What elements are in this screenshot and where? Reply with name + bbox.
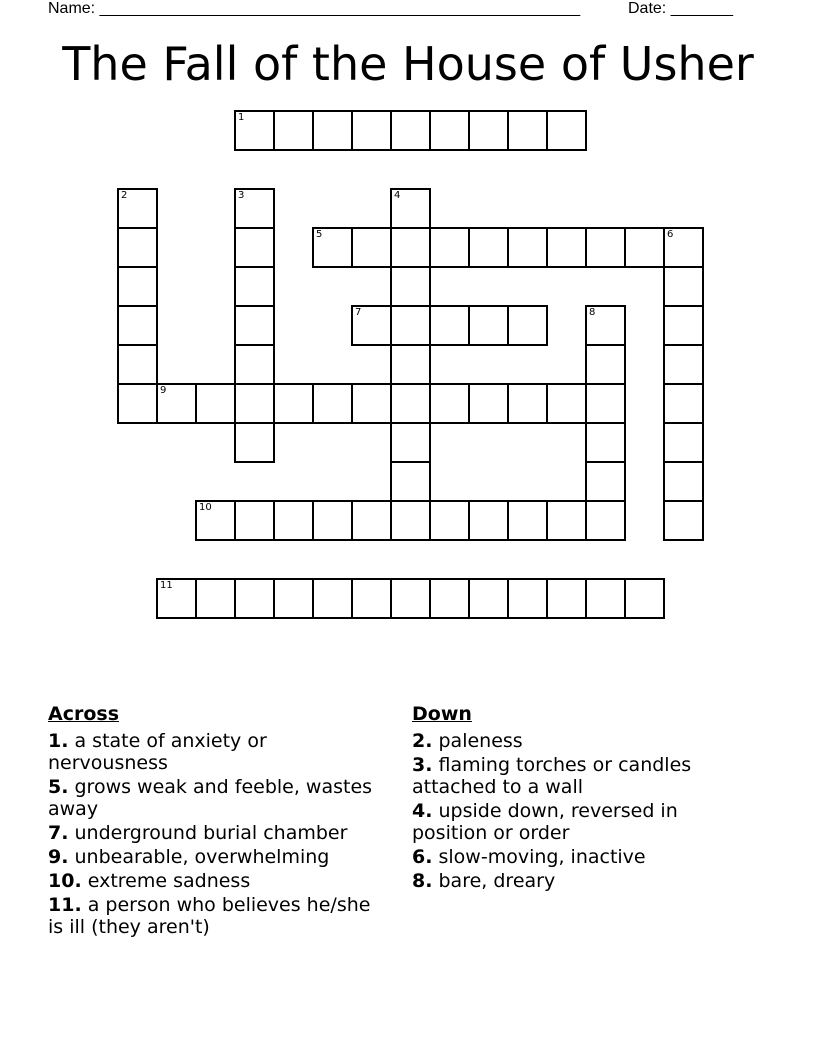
date-field[interactable]: Date: _______ bbox=[628, 0, 733, 17]
clue-across-11 bbox=[48, 894, 388, 938]
grid-cell[interactable] bbox=[468, 500, 509, 541]
grid-cell[interactable] bbox=[351, 110, 392, 151]
grid-cell[interactable] bbox=[234, 188, 275, 229]
grid-cell[interactable] bbox=[468, 227, 509, 268]
grid-cell[interactable] bbox=[234, 344, 275, 385]
grid-cell[interactable] bbox=[468, 305, 509, 346]
clue-number: 4. bbox=[412, 800, 433, 822]
clue-number: 3. bbox=[412, 754, 433, 776]
clue-text: unbearable, overwhelming bbox=[74, 846, 330, 868]
clue-number-label: 4 bbox=[394, 190, 401, 201]
clue-across-5 bbox=[48, 776, 388, 820]
clue-number-label: 11 bbox=[160, 580, 173, 591]
grid-cell[interactable] bbox=[546, 500, 587, 541]
clue-number-label: 1 bbox=[238, 112, 245, 123]
grid-cell[interactable] bbox=[312, 578, 353, 619]
clue-down-6 bbox=[412, 846, 752, 868]
grid-cell[interactable] bbox=[663, 461, 704, 502]
grid-cell[interactable] bbox=[390, 422, 431, 463]
grid-cell[interactable] bbox=[351, 227, 392, 268]
grid-cell[interactable] bbox=[429, 500, 470, 541]
clue-text: grows weak and feeble, wastes away bbox=[48, 776, 373, 820]
grid-cell[interactable] bbox=[390, 305, 431, 346]
grid-cell[interactable] bbox=[585, 500, 626, 541]
grid-cell[interactable] bbox=[429, 305, 470, 346]
clue-text: slow-moving, inactive bbox=[438, 846, 646, 868]
grid-cell[interactable] bbox=[546, 578, 587, 619]
clue-number: 8. bbox=[412, 870, 433, 892]
grid-cell[interactable] bbox=[507, 500, 548, 541]
grid-cell[interactable] bbox=[117, 344, 158, 385]
name-field[interactable]: Name: ______________________________________________________ bbox=[48, 0, 581, 17]
grid-cell[interactable] bbox=[195, 383, 236, 424]
grid-cell[interactable] bbox=[585, 383, 626, 424]
clue-number-label: 6 bbox=[667, 229, 674, 240]
grid-cell[interactable] bbox=[312, 383, 353, 424]
clue-text: bare, dreary bbox=[438, 870, 556, 892]
clue-number: 6. bbox=[412, 846, 433, 868]
grid-cell[interactable] bbox=[273, 500, 314, 541]
grid-cell[interactable] bbox=[507, 227, 548, 268]
clue-down-2 bbox=[412, 730, 752, 752]
grid-cell[interactable] bbox=[585, 227, 626, 268]
across-heading: Across bbox=[48, 703, 120, 725]
grid-cell[interactable] bbox=[663, 305, 704, 346]
clue-down-3 bbox=[412, 754, 752, 798]
grid-cell[interactable] bbox=[507, 383, 548, 424]
clue-text: a state of anxiety or nervousness bbox=[48, 730, 267, 774]
grid-cell[interactable] bbox=[390, 383, 431, 424]
grid-cell[interactable] bbox=[507, 578, 548, 619]
grid-cell[interactable] bbox=[312, 110, 353, 151]
grid-cell[interactable] bbox=[390, 188, 431, 229]
clue-text: paleness bbox=[438, 730, 523, 752]
grid-cell[interactable] bbox=[117, 227, 158, 268]
clue-number-label: 9 bbox=[160, 385, 167, 396]
clue-number: 9. bbox=[48, 846, 69, 868]
down-clues bbox=[412, 702, 752, 894]
grid-cell[interactable] bbox=[156, 383, 197, 424]
grid-cell[interactable] bbox=[234, 500, 275, 541]
grid-cell[interactable] bbox=[390, 227, 431, 268]
clue-across-1 bbox=[48, 730, 388, 774]
grid-cell[interactable] bbox=[585, 578, 626, 619]
grid-cell[interactable] bbox=[273, 578, 314, 619]
grid-cell[interactable] bbox=[546, 110, 587, 151]
grid-cell[interactable] bbox=[546, 227, 587, 268]
grid-cell[interactable] bbox=[117, 266, 158, 307]
grid-cell[interactable] bbox=[663, 500, 704, 541]
grid-cell[interactable] bbox=[312, 500, 353, 541]
clue-number-label: 5 bbox=[316, 229, 323, 240]
grid-cell[interactable] bbox=[351, 383, 392, 424]
grid-cell[interactable] bbox=[117, 383, 158, 424]
page-title: The Fall of the House of Usher bbox=[62, 37, 754, 91]
clue-text: underground burial chamber bbox=[74, 822, 348, 844]
clue-across-10 bbox=[48, 870, 388, 892]
grid-cell[interactable] bbox=[429, 578, 470, 619]
grid-cell[interactable] bbox=[390, 110, 431, 151]
clue-text: flaming torches or candles attached to a wall bbox=[412, 754, 692, 798]
grid-cell[interactable] bbox=[195, 500, 236, 541]
grid-cell[interactable] bbox=[546, 383, 587, 424]
clue-number-label: 8 bbox=[589, 307, 596, 318]
grid-cell[interactable] bbox=[624, 578, 665, 619]
grid-cell[interactable] bbox=[663, 422, 704, 463]
grid-cell[interactable] bbox=[117, 188, 158, 229]
grid-cell[interactable] bbox=[585, 305, 626, 346]
grid-cell[interactable] bbox=[468, 383, 509, 424]
grid-cell[interactable] bbox=[234, 227, 275, 268]
grid-cell[interactable] bbox=[234, 305, 275, 346]
grid-cell[interactable] bbox=[585, 344, 626, 385]
grid-cell[interactable] bbox=[429, 110, 470, 151]
clue-number-label: 3 bbox=[238, 190, 245, 201]
grid-cell[interactable] bbox=[351, 305, 392, 346]
clue-across-9 bbox=[48, 846, 388, 868]
clue-text: upside down, reversed in position or order bbox=[412, 800, 678, 844]
clue-down-8 bbox=[412, 870, 752, 892]
clue-number: 1. bbox=[48, 730, 69, 752]
grid-cell[interactable] bbox=[429, 383, 470, 424]
grid-cell[interactable] bbox=[234, 578, 275, 619]
grid-cell[interactable] bbox=[624, 227, 665, 268]
grid-cell[interactable] bbox=[312, 227, 353, 268]
grid-cell[interactable] bbox=[234, 110, 275, 151]
grid-cell[interactable] bbox=[390, 344, 431, 385]
grid-cell[interactable] bbox=[507, 305, 548, 346]
clue-down-4 bbox=[412, 800, 752, 844]
grid-cell[interactable] bbox=[390, 266, 431, 307]
grid-cell[interactable] bbox=[468, 578, 509, 619]
clue-number: 7. bbox=[48, 822, 69, 844]
grid-cell[interactable] bbox=[273, 383, 314, 424]
grid-cell[interactable] bbox=[351, 500, 392, 541]
clue-number: 11. bbox=[48, 894, 82, 916]
grid-cell[interactable] bbox=[117, 305, 158, 346]
grid-cell[interactable] bbox=[234, 383, 275, 424]
grid-cell[interactable] bbox=[156, 578, 197, 619]
down-heading: Down bbox=[412, 703, 472, 725]
grid-cell[interactable] bbox=[663, 383, 704, 424]
clue-number-label: 2 bbox=[121, 190, 128, 201]
across-clues bbox=[48, 702, 388, 940]
clue-number: 2. bbox=[412, 730, 433, 752]
grid-cell[interactable] bbox=[195, 578, 236, 619]
grid-cell[interactable] bbox=[663, 344, 704, 385]
clue-number: 10. bbox=[48, 870, 82, 892]
clue-text: extreme sadness bbox=[87, 870, 251, 892]
clue-number: 5. bbox=[48, 776, 69, 798]
clue-text: a person who believes he/she is ill (they aren't) bbox=[48, 894, 371, 938]
grid-cell[interactable] bbox=[390, 578, 431, 619]
clue-number-label: 7 bbox=[355, 307, 362, 318]
grid-cell[interactable] bbox=[234, 422, 275, 463]
clue-number-label: 10 bbox=[199, 502, 212, 513]
grid-cell[interactable] bbox=[507, 110, 548, 151]
grid-cell[interactable] bbox=[663, 266, 704, 307]
grid-cell[interactable] bbox=[585, 422, 626, 463]
grid-cell[interactable] bbox=[585, 461, 626, 502]
clue-across-7 bbox=[48, 822, 388, 844]
grid-cell[interactable] bbox=[234, 266, 275, 307]
grid-cell[interactable] bbox=[390, 461, 431, 502]
grid-cell[interactable] bbox=[351, 578, 392, 619]
grid-cell[interactable] bbox=[663, 227, 704, 268]
grid-cell[interactable] bbox=[429, 227, 470, 268]
grid-cell[interactable] bbox=[390, 500, 431, 541]
grid-cell[interactable] bbox=[273, 110, 314, 151]
grid-cell[interactable] bbox=[468, 110, 509, 151]
